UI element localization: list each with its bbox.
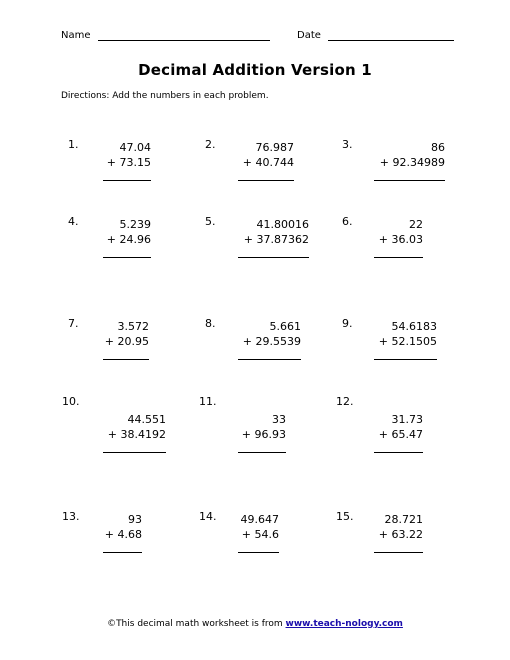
- answer-line: [374, 552, 423, 553]
- problem-number: 13.: [62, 510, 80, 523]
- addend-top: 5.239: [119, 218, 151, 231]
- problem-number: 3.: [342, 138, 353, 151]
- addend-bottom: + 37.87362: [243, 233, 309, 246]
- date-label: Date: [297, 30, 321, 41]
- problem-number: 4.: [68, 215, 79, 228]
- addend-top: 86: [431, 141, 445, 154]
- footer-text: ©This decimal math worksheet is from: [107, 619, 286, 629]
- answer-line: [238, 180, 294, 181]
- addend-bottom: + 29.5539: [242, 335, 301, 348]
- addend-top: 28.721: [384, 513, 423, 526]
- answer-line: [238, 359, 301, 360]
- addend-bottom: + 92.34989: [379, 156, 445, 169]
- answer-line: [103, 452, 166, 453]
- problem-number: 10.: [62, 395, 80, 408]
- addition: [103, 217, 151, 258]
- name-blank: [98, 30, 270, 41]
- addend-bottom: + 63.22: [378, 528, 423, 541]
- addition: [238, 140, 294, 181]
- addend-bottom: + 40.744: [242, 156, 294, 169]
- problem-number: 14.: [199, 510, 217, 523]
- addend-top: 31.73: [391, 413, 423, 426]
- problem-number: 6.: [342, 215, 353, 228]
- addend-top: 93: [128, 513, 142, 526]
- addition: [103, 140, 151, 181]
- answer-line: [374, 257, 423, 258]
- answer-line: [374, 359, 437, 360]
- addition: [238, 217, 309, 258]
- answer-line: [103, 552, 142, 553]
- answer-line: [103, 180, 151, 181]
- answer-line: [238, 552, 279, 553]
- name-field: [61, 30, 270, 41]
- addend-top: 41.80016: [256, 218, 309, 231]
- answer-line: [238, 452, 286, 453]
- addition: [374, 512, 423, 553]
- problem-number: 2.: [205, 138, 216, 151]
- addition: [103, 512, 142, 553]
- problem-number: 12.: [336, 395, 354, 408]
- addition: [238, 319, 301, 360]
- addend-bottom: + 24.96: [106, 233, 151, 246]
- problem-number: 8.: [205, 317, 216, 330]
- worksheet-title: Decimal Addition Version 1: [138, 61, 372, 79]
- directions-text: Directions: Add the numbers in each problem.: [61, 91, 269, 101]
- addend-bottom: + 38.4192: [107, 428, 166, 441]
- addend-bottom: + 4.68: [104, 528, 142, 541]
- addend-top: 3.572: [117, 320, 149, 333]
- addition: [103, 319, 149, 360]
- problem-number: 9.: [342, 317, 353, 330]
- addend-bottom: + 36.03: [378, 233, 423, 246]
- addition: [374, 140, 445, 181]
- problem-number: 1.: [68, 138, 79, 151]
- addend-top: 47.04: [119, 141, 151, 154]
- addition: [238, 412, 286, 453]
- name-label: Name: [61, 30, 91, 41]
- addition: [374, 217, 423, 258]
- addition: [103, 412, 166, 453]
- answer-line: [103, 359, 149, 360]
- addend-bottom: + 65.47: [378, 428, 423, 441]
- addend-top: 54.6183: [391, 320, 437, 333]
- answer-line: [374, 452, 423, 453]
- date-blank: [328, 30, 454, 41]
- addend-top: 76.987: [255, 141, 294, 154]
- problem-number: 5.: [205, 215, 216, 228]
- problem-number: 7.: [68, 317, 79, 330]
- addend-bottom: + 96.93: [241, 428, 286, 441]
- answer-line: [238, 257, 309, 258]
- addition: [374, 412, 423, 453]
- addition: [374, 319, 437, 360]
- addend-top: 49.647: [240, 513, 279, 526]
- addition: [238, 512, 279, 553]
- answer-line: [374, 180, 445, 181]
- problem-number: 11.: [199, 395, 217, 408]
- addend-top: 5.661: [269, 320, 301, 333]
- addend-bottom: + 52.1505: [378, 335, 437, 348]
- addend-bottom: + 54.6: [241, 528, 279, 541]
- date-field: [297, 30, 454, 41]
- addend-top: 33: [272, 413, 286, 426]
- addend-bottom: + 20.95: [104, 335, 149, 348]
- problem-number: 15.: [336, 510, 354, 523]
- addend-top: 44.551: [127, 413, 166, 426]
- addend-bottom: + 73.15: [106, 156, 151, 169]
- footer-link[interactable]: www.teach-nology.com: [285, 619, 403, 629]
- addend-top: 22: [409, 218, 423, 231]
- answer-line: [103, 257, 151, 258]
- footer: [0, 619, 510, 629]
